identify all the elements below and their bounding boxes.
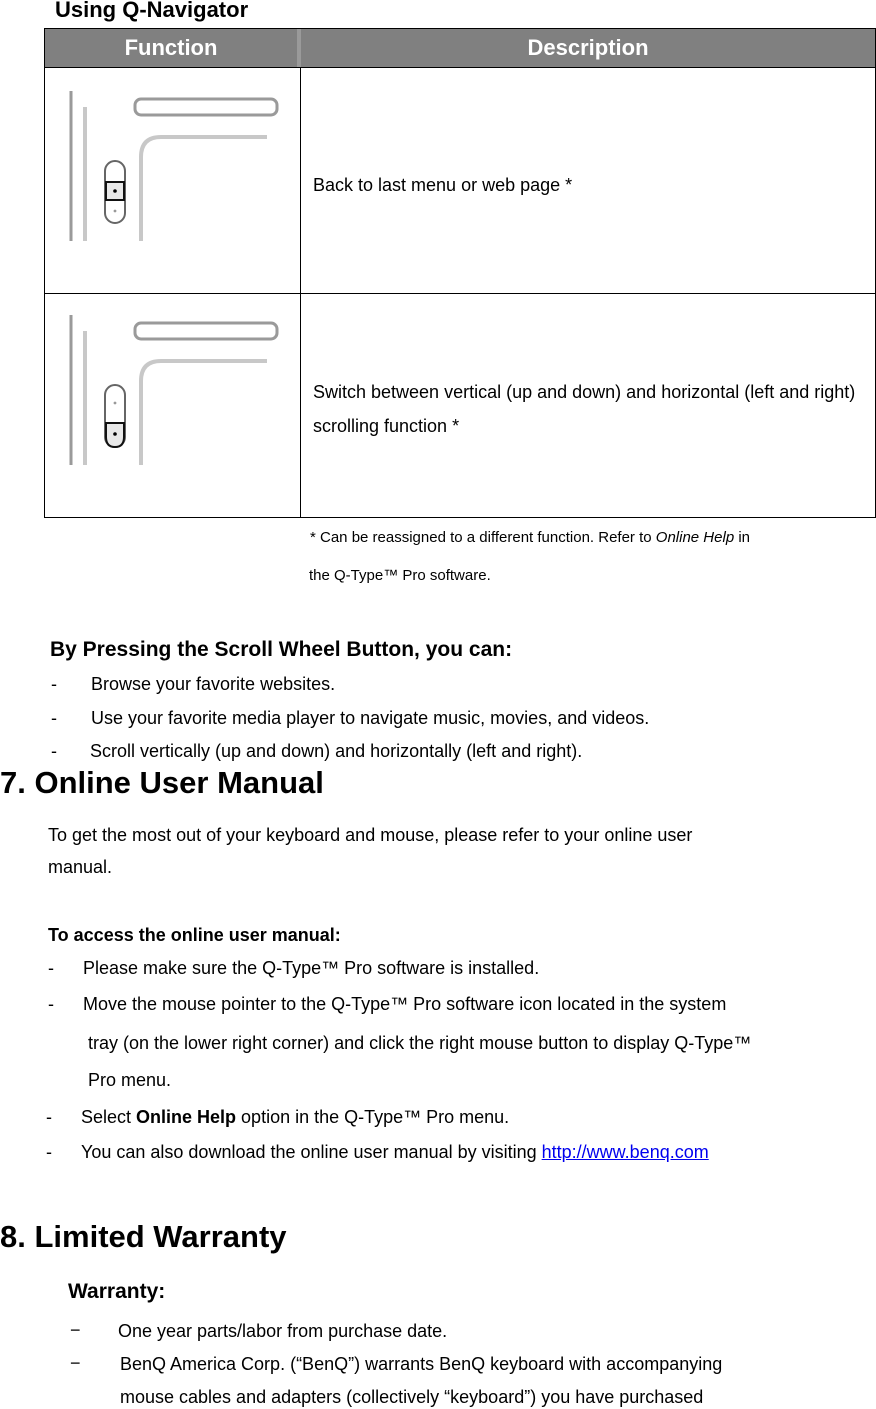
header-function: Function: [124, 35, 218, 60]
bullet-minus: −: [70, 1353, 81, 1373]
warranty-subheading: Warranty:: [68, 1280, 166, 1303]
manual-step-2-line1: Move the mouse pointer to the Q-Type™ Pro software icon located in the system: [83, 994, 727, 1014]
bullet-dash: -: [51, 741, 57, 761]
table-header: [45, 29, 875, 68]
access-heading: To access the online user manual:: [48, 925, 341, 945]
keyboard-side-key-upper-icon: [65, 85, 285, 245]
bullet-minus: −: [70, 1320, 81, 1340]
warranty-item-2-line1: BenQ America Corp. (“BenQ”) warrants BenQ keyboard with accompanying: [120, 1354, 723, 1374]
manual-step-4: You can also download the online user manual by visiting http://www.benq.com: [81, 1142, 709, 1162]
q-navigator-table: [44, 28, 876, 518]
benq-link[interactable]: http://www.benq.com: [541, 1142, 709, 1162]
manual-step-2-line2: tray (on the lower right corner) and click the right mouse button to display Q-Type™: [88, 1033, 752, 1053]
manual-step-3: Select Online Help option in the Q-Type™ Pro menu.: [81, 1107, 510, 1127]
table-footnote-line2: the Q-Type™ Pro software.: [309, 567, 491, 584]
scroll-item-3: Scroll vertically (up and down) and horizontally (left and right).: [90, 741, 583, 761]
scroll-item-2: Use your favorite media player to navigate music, movies, and videos.: [91, 708, 650, 728]
warranty-item-2-line2: mouse cables and adapters (collectively “keyboard”) you have purchased: [120, 1387, 704, 1407]
bullet-dash: -: [51, 708, 57, 728]
row2-description: Switch between vertical (up and down) and horizontal (left and right) scrolling function *: [313, 382, 856, 436]
keyboard-side-key-lower-icon: [65, 311, 285, 471]
row-divider: [45, 293, 875, 294]
manual-step-2-line3: Pro menu.: [88, 1070, 172, 1090]
bullet-dash: -: [48, 958, 54, 978]
bullet-dash: -: [48, 994, 54, 1014]
warranty-heading: 8. Limited Warranty: [0, 1219, 287, 1254]
scroll-heading: By Pressing the Scroll Wheel Button, you can:: [50, 638, 513, 661]
row1-description: Back to last menu or web page *: [313, 175, 573, 195]
table-footnote: * Can be reassigned to a different function. Refer to Online Help in: [310, 529, 751, 546]
scroll-item-1: Browse your favorite websites.: [91, 674, 336, 694]
header-description: Description: [527, 35, 649, 60]
table-title: Using Q-Navigator: [55, 0, 249, 22]
column-divider: [300, 67, 301, 517]
warranty-item-1: One year parts/labor from purchase date.: [118, 1321, 448, 1341]
bullet-dash: -: [51, 674, 57, 694]
manual-step-1: Please make sure the Q-Type™ Pro software is installed.: [83, 958, 540, 978]
manual-intro-line2: manual.: [48, 857, 113, 877]
manual-heading: 7. Online User Manual: [0, 765, 324, 800]
bullet-dash: -: [46, 1142, 52, 1162]
manual-intro-line1: To get the most out of your keyboard and mouse, please refer to your online user: [48, 825, 693, 845]
bullet-dash: -: [46, 1107, 52, 1127]
